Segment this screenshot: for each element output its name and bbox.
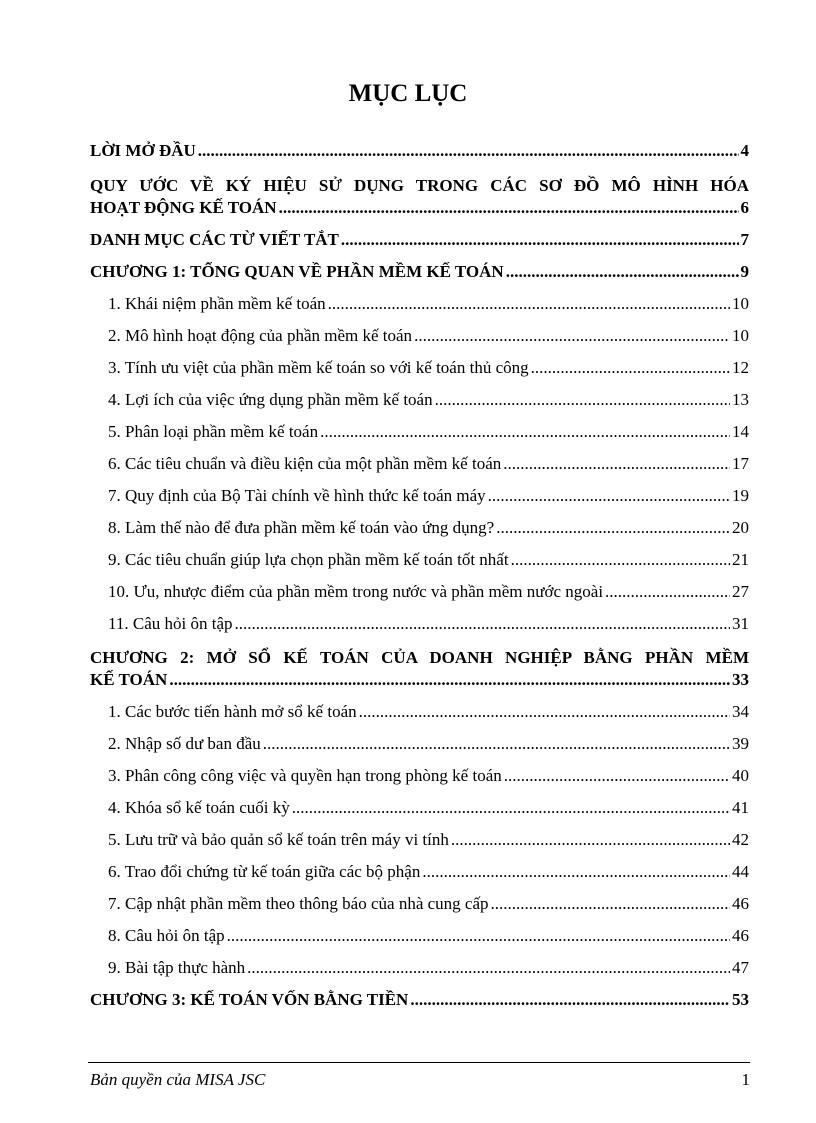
leader-dots: [292, 798, 730, 818]
toc-entry-section[interactable]: [108, 862, 749, 882]
toc-entry-section[interactable]: [108, 422, 749, 442]
leader-dots: [328, 294, 730, 314]
leader-dots: [198, 141, 739, 161]
toc-entry-page: 31: [732, 614, 749, 633]
leader-dots: [410, 990, 730, 1010]
toc-entry-section[interactable]: [108, 326, 749, 346]
toc-entry-chapter-3[interactable]: [90, 990, 749, 1010]
leader-dots: [504, 766, 730, 786]
leader-dots: [169, 670, 730, 690]
toc-entry-label: CHƯƠNG 3: KẾ TOÁN VỐN BẰNG TIỀN: [90, 990, 409, 1009]
toc-entry-page: 6: [740, 198, 749, 217]
toc-entry-label: 10. Ưu, nhược điểm của phần mềm trong nước và phần mềm nước ngoài: [108, 582, 604, 601]
toc-entry-chapter-2-line1: CHƯƠNG 2: MỞ SỔ KẾ TOÁN CỦA DOANH NGHIỆP BẰNG PHẦN MỀM: [90, 648, 749, 667]
leader-dots: [491, 894, 731, 914]
toc-entry-section[interactable]: [108, 550, 749, 570]
toc-entry-page: 9: [740, 262, 749, 281]
toc-entry-section[interactable]: [108, 390, 749, 410]
toc-entry-page: 44: [732, 862, 749, 881]
toc-entry-preface[interactable]: [90, 141, 749, 161]
footer-copyright: Bản quyền của MISA JSC: [90, 1070, 266, 1089]
toc-entry-label: 8. Câu hỏi ôn tập: [108, 926, 225, 945]
toc-entry-page: 33: [732, 670, 749, 689]
toc-entry-chapter-1[interactable]: [90, 262, 749, 282]
toc-entry-label: 3. Phân công công việc và quyền hạn trong phòng kế toán: [108, 766, 502, 785]
toc-entry-label: 1. Khái niệm phần mềm kế toán: [108, 294, 326, 313]
toc-entry-label: 6. Trao đổi chứng từ kế toán giữa các bộ phận: [108, 862, 421, 881]
leader-dots: [359, 702, 730, 722]
toc-entry-page: 17: [732, 454, 749, 473]
leader-dots: [235, 614, 731, 634]
toc-entry-section[interactable]: [108, 734, 749, 754]
toc-entry-label: 2. Nhập số dư ban đầu: [108, 734, 261, 753]
toc-entry-page: 10: [732, 326, 749, 345]
leader-dots: [435, 390, 730, 410]
leader-dots: [247, 958, 730, 978]
toc-entry-label: LỜI MỞ ĐẦU: [90, 141, 196, 160]
toc-entry-page: 46: [732, 926, 749, 945]
leader-dots: [414, 326, 730, 346]
toc-entry-section[interactable]: [108, 926, 749, 946]
toc-entry-label: 5. Phân loại phần mềm kế toán: [108, 422, 319, 441]
toc-entry-section[interactable]: [108, 294, 749, 314]
toc-entry-page: 12: [732, 358, 749, 377]
toc-entry-section[interactable]: [108, 766, 749, 786]
toc-entry-section[interactable]: [108, 486, 749, 506]
toc-entry-abbreviations[interactable]: [90, 230, 749, 250]
leader-dots: [503, 454, 730, 474]
leader-dots: [320, 422, 730, 442]
toc-entry-label: 8. Làm thế nào để đưa phần mềm kế toán vào ứng dụng?: [108, 518, 495, 537]
page-title: MỤC LỤC: [348, 80, 468, 107]
toc-entry-section[interactable]: [108, 702, 749, 722]
toc-entry-page: 4: [740, 141, 749, 160]
toc-entry-page: 27: [732, 582, 749, 601]
toc-entry-page: 42: [732, 830, 749, 849]
toc-entry-conventions[interactable]: [90, 198, 749, 218]
toc-entry-label: HOẠT ĐỘNG KẾ TOÁN: [90, 198, 277, 217]
toc-entry-label: 3. Tính ưu việt của phần mềm kế toán so với kế toán thủ công: [108, 358, 529, 377]
leader-dots: [496, 518, 730, 538]
toc-entry-section[interactable]: [108, 798, 749, 818]
toc-entry-section[interactable]: [108, 518, 749, 538]
leader-dots: [227, 926, 730, 946]
footer-divider: [88, 1062, 750, 1063]
leader-dots: [488, 486, 730, 506]
toc-entry-label: 5. Lưu trữ và bảo quản sổ kế toán trên máy vi tính: [108, 830, 449, 849]
toc-entry-conventions-line1: QUY ƯỚC VỀ KÝ HIỆU SỬ DỤNG TRONG CÁC SƠ ĐỒ MÔ HÌNH HÓA: [90, 176, 749, 195]
toc-entry-page: 19: [732, 486, 749, 505]
toc-entry-chapter-2[interactable]: [90, 670, 749, 690]
toc-entry-label: KẾ TOÁN: [90, 670, 168, 689]
toc-entry-page: 34: [732, 702, 749, 721]
toc-entry-label: 7. Quy định của Bộ Tài chính về hình thức kế toán máy: [108, 486, 486, 505]
toc-entry-page: 14: [732, 422, 749, 441]
toc-entry-page: 40: [732, 766, 749, 785]
toc-entry-page: 10: [732, 294, 749, 313]
toc-entry-label: DANH MỤC CÁC TỪ VIẾT TẮT: [90, 230, 339, 249]
toc-entry-page: 46: [732, 894, 749, 913]
toc-entry-page: 53: [732, 990, 749, 1009]
toc-entry-label: 7. Cập nhật phần mềm theo thông báo của nhà cung cấp: [108, 894, 489, 913]
leader-dots: [506, 262, 739, 282]
toc-entry-section[interactable]: [108, 358, 749, 378]
toc-entry-page: 39: [732, 734, 749, 753]
toc-entry-page: 20: [732, 518, 749, 537]
toc-entry-label: 9. Các tiêu chuẩn giúp lựa chọn phần mềm kế toán tốt nhất: [108, 550, 509, 569]
leader-dots: [263, 734, 730, 754]
toc-entry-page: 41: [732, 798, 749, 817]
toc-entry-section[interactable]: [108, 454, 749, 474]
toc-entry-page: 47: [732, 958, 749, 977]
toc-entry-page: 21: [732, 550, 749, 569]
toc-entry-label: CHƯƠNG 1: TỔNG QUAN VỀ PHẦN MỀM KẾ TOÁN: [90, 262, 504, 281]
toc-entry-label: 6. Các tiêu chuẩn và điều kiện của một phần mềm kế toán: [108, 454, 502, 473]
toc-entry-label: 1. Các bước tiến hành mở sổ kế toán: [108, 702, 357, 721]
toc-entry-section[interactable]: [108, 614, 749, 634]
toc-entry-section[interactable]: [108, 894, 749, 914]
toc-entry-page: 13: [732, 390, 749, 409]
toc-entry-label: 2. Mô hình hoạt động của phần mềm kế toán: [108, 326, 413, 345]
leader-dots: [279, 198, 739, 218]
toc-entry-section[interactable]: [108, 582, 749, 602]
toc-entry-label: 9. Bài tập thực hành: [108, 958, 246, 977]
leader-dots: [531, 358, 730, 378]
toc-entry-page: 7: [740, 230, 749, 249]
leader-dots: [605, 582, 730, 602]
toc-entry-label: 4. Lợi ích của việc ứng dụng phần mềm kế toán: [108, 390, 433, 409]
toc-entry-section[interactable]: [108, 830, 749, 850]
leader-dots: [511, 550, 730, 570]
leader-dots: [341, 230, 739, 250]
leader-dots: [422, 862, 730, 882]
toc-entry-label: 11. Câu hỏi ôn tập: [108, 614, 233, 633]
toc-entry-label: 4. Khóa sổ kế toán cuối kỳ: [108, 798, 290, 817]
footer-page-number: 1: [741, 1070, 750, 1089]
toc-entry-section[interactable]: [108, 958, 749, 978]
leader-dots: [451, 830, 730, 850]
